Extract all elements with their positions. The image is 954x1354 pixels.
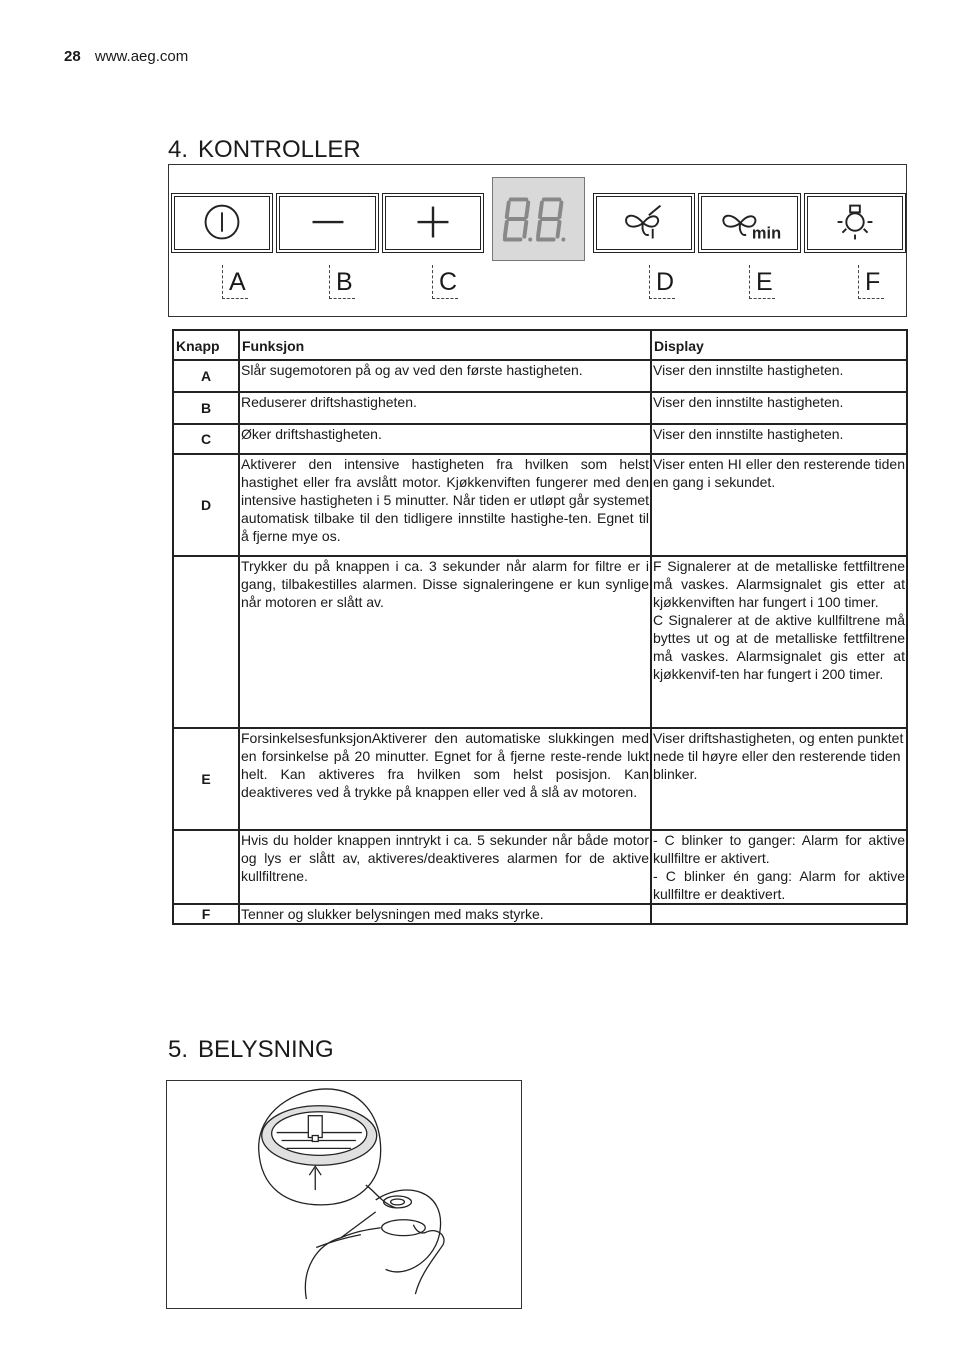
table-header-row: [173, 330, 907, 360]
button-b[interactable]: [276, 193, 379, 253]
button-e[interactable]: [698, 193, 801, 253]
label-d: D: [649, 265, 675, 299]
lighting-illustration: [166, 1080, 522, 1309]
site-url[interactable]: www.aeg.com: [94, 48, 189, 65]
controls-table: [172, 329, 908, 925]
button-a[interactable]: [171, 193, 273, 253]
digital-display: [492, 177, 585, 261]
plus-icon: [383, 194, 483, 252]
table-row: D Aktiverer den intensive hastigheten fra hvilken som helst hastighet eller fra avslått motor. Kjøkkenviften fungerer med den intensive hastigheten i 5 minutter. Når tiden er utløpt går systemet automatisk tilbake til den tidligere innstilte hastighe-ten. Egnet til å fjerne mye os. Viser enten HI eller den resterende tiden en gang i sekundet.: [173, 454, 907, 556]
section-4-title: 4. KONTROLLER: [168, 136, 361, 163]
lamp-replacement-drawing: [167, 1081, 521, 1308]
minus-icon: [277, 194, 378, 252]
table-row: Hvis du holder knappen inntrykt i ca. 5 sekunder når både motor og lys er slått av, aktiveres/deaktiveres alarmen for de aktive kullfiltrene. - C blinker to ganger: Alarm for aktive kullfiltre er aktivert. - C blinker én gang: Alarm for aktive kullfiltre er deaktivert.: [173, 830, 907, 904]
section-5-title: 5. BELYSNING: [168, 1036, 334, 1063]
button-c[interactable]: [382, 193, 484, 253]
header-knapp: Knapp: [173, 330, 239, 360]
table-row: A Slår sugemotoren på og av ved den første hastigheten. Viser den innstilte hastigheten.: [173, 360, 907, 392]
label-c: C: [432, 265, 458, 299]
label-a: A: [222, 265, 248, 299]
fan-min-text: min: [751, 224, 782, 243]
label-f: F: [858, 265, 884, 299]
table-row: E ForsinkelsesfunksjonAktiverer den automatiske slukkingen med en forsinkelse på 20 minutter. Egnet for å fjerne reste-rende lukt helt. Kan aktiveres fra hvilken som helst posisjon. Kan deaktiveres ved å trykke på knappen eller ved å slå av motoren. Viser driftshastigheten, og enten punktet nede til høyre eller den resterende tiden blinker.: [173, 728, 907, 830]
button-f[interactable]: [804, 193, 906, 253]
fan-intensive-icon: [594, 194, 694, 252]
header-display: Display: [651, 330, 907, 360]
button-d[interactable]: [593, 193, 695, 253]
power-icon: [172, 194, 272, 252]
page-header: [64, 48, 188, 65]
label-e: E: [749, 265, 775, 299]
table-row: C Øker driftshastigheten. Viser den innstilte hastigheten.: [173, 424, 907, 454]
label-b: B: [329, 265, 355, 299]
fan-min-icon: [699, 194, 800, 252]
seven-segment-display: [493, 178, 584, 260]
table-row: Trykker du på knappen i ca. 3 sekunder når alarm for filtre er i gang, tilbakestilles alarmen. Disse signaleringene er kun synlige når motoren er slått av. F Signalerer at de metalliske fettfiltrene må vaskes. Alarmsignalet gis etter at kjøkkenviften har fungert i 100 timer. C Signalerer at de aktive kullfiltrene må byttes ut og at de metalliske fettfiltrene må vaskes. Alarmsignalet gis etter at kjøkkenvif-ten har fungert i 200 timer.: [173, 556, 907, 728]
table-row: B Reduserer driftshastigheten. Viser den innstilte hastigheten.: [173, 392, 907, 424]
light-bulb-icon: [805, 194, 905, 252]
page-number: 28: [64, 48, 81, 65]
header-funksjon: Funksjon: [239, 330, 651, 360]
table-row: F Tenner og slukker belysningen med maks styrke.: [173, 904, 907, 924]
control-panel-diagram: [168, 164, 907, 317]
